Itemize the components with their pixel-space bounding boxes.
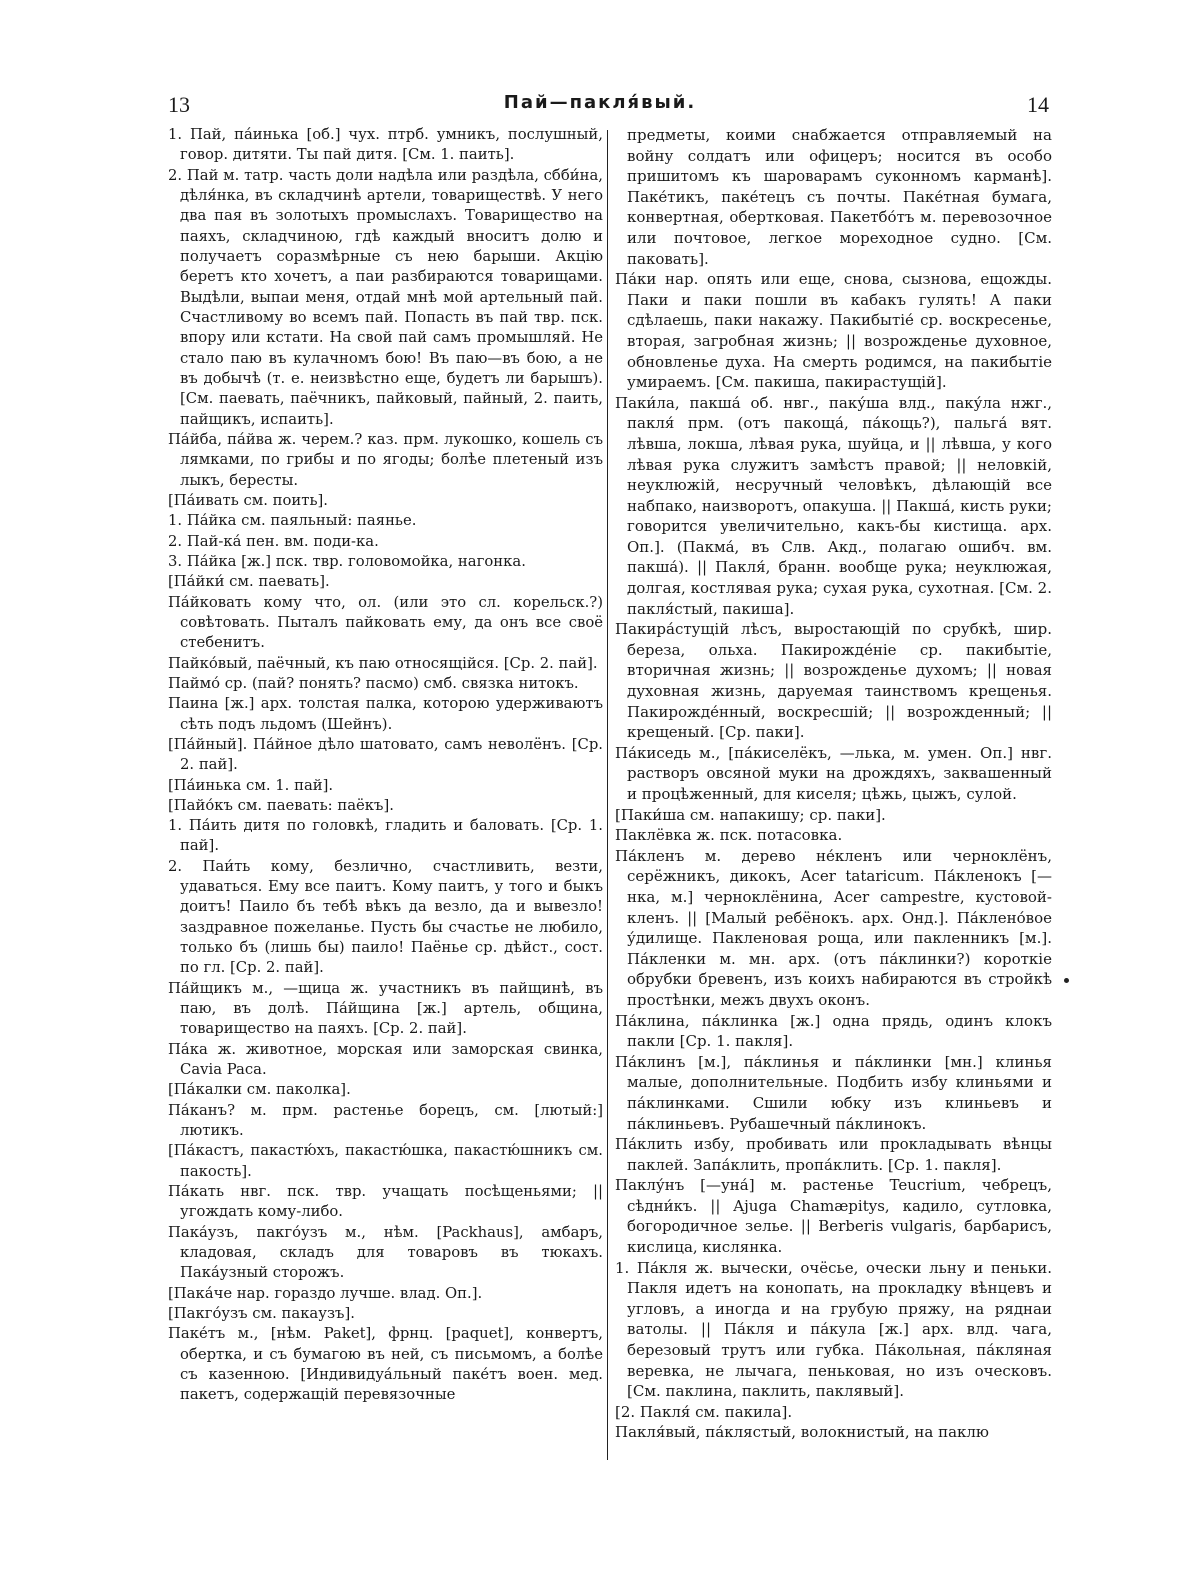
- dictionary-entry: [Па́йки́ см. паевать].: [168, 573, 330, 591]
- dictionary-entry: Па́йба, па́йва ж. черем.? каз. прм. лукошко, кошель съ лямками, по грибы и по ягоды; болѣе плетеный изъ лыкъ, бересты.: [168, 430, 603, 489]
- dictionary-entry: Пака́узъ, пакго́узъ м., нѣм. [Packhaus], амбаръ, кладовая, складъ для товаровъ въ тюкахъ. Пака́узный сторожъ.: [168, 1223, 603, 1282]
- dictionary-entry: 2. Пай-ка́ пен. вм. поди-ка.: [168, 532, 379, 550]
- dictionary-entry: 2. Паи́ть кому, безлично, счастливить, везти, удаваться. Ему все паитъ. Кому паитъ, у того и быкъ доитъ! Паило бъ тебѣ вѣкъ да везло, да и вывезло! заздравное пожеланье. Пусть бы счастье не любило, только бъ (лишь бы) паило! Паёнье ср. дѣйст., сост. по гл. [Ср. 2. пай].: [168, 857, 603, 977]
- dictionary-entry: Паке́тъ м., [нѣм. Paket], фрнц. [paquet], конвертъ, обертка, и съ бумагою въ ней, съ письмомъ, а болѣе съ казенною. [Индивидуа́льный паке́тъ воен. мед. пакетъ, содержащій перевязочные: [168, 1325, 603, 1404]
- page-number-right: 14: [1027, 92, 1049, 117]
- dictionary-entry: 2. Пай м. татр. часть доли надѣла или раздѣла, сбби́на, дѣля́нка, въ складчинѣ артели, товариществѣ. У него два пая въ золотыхъ промыслахъ. Товарищество на паяхъ, складчиною, гдѣ каждый вноситъ долю и получаетъ соразмѣрные съ нею барыши. Акцію беретъ кто хочетъ, а паи разбираются товарищами. Выдѣли, выпаи меня, отдай мнѣ мой артельный пай. Счастливому во всемъ пай. Попасть въ пай твр. пск. впору или кстати. На свой пай самъ промышляй. Не стало паю въ кулачномъ бою! Въ паю—въ бою, а не въ добычѣ (т. е. неизвѣстно еще, будетъ ли барышъ). [См. паевать, паёчникъ, пайковый, пайный, 2. паить, пайщикъ, испаить].: [168, 166, 603, 428]
- column-divider: [607, 130, 608, 1460]
- dictionary-entry: 3. Па́йка [ж.] пск. твр. головомойка, нагонка.: [168, 552, 526, 570]
- dictionary-entry: [Па́кастъ, пакастю́хъ, пакастю́шка, пакастю́шникъ см. пакость].: [168, 1142, 603, 1180]
- dictionary-entry: [Паки́ша см. напакишу; ср. паки].: [615, 805, 886, 824]
- dictionary-entry: 1. Па́ить дитя по головкѣ, гладить и баловать. [Ср. 1. пай].: [168, 817, 603, 855]
- dictionary-entry: Па́йщикъ м., —щица ж. участникъ въ пайщинѣ, въ паю, въ долѣ. Па́йщина [ж.] артель, община, товарищество на паяхъ. [Ср. 2. пай].: [168, 979, 603, 1038]
- running-head: Пай—пакля́вый.: [503, 92, 697, 113]
- dictionary-entry: Пакира́стущій лѣсъ, выростающій по срубкѣ, шир. береза, ольха. Пакирожде́ніе ср. пакибытіе, вторичная жизнь; || возрожденье духомъ; || новая духовная жизнь, даруемая таинствомъ крещенья. Пакирожде́нный, воскресшій; || возрожденный; || крещеный. [Ср. паки].: [615, 620, 1052, 742]
- dictionary-entry: 1. Па́кля ж. вычески, очёсье, очески льну и пеньки. Пакля идетъ на конопать, на прокладку вѣнцевъ и угловъ, а иногда и на грубую пряжу, на ряднаи ватолы. || Па́кля и па́кула [ж.] арх. влд. чага, березовый трутъ или губка. Па́кольная, па́кляная веревка, не лычага, пеньковая, но изъ оческовъ. [См. паклина, паклить, паклявый].: [615, 1258, 1052, 1401]
- dictionary-entry: [Пакго́узъ см. пакаузъ].: [168, 1305, 355, 1323]
- dictionary-entry: Па́кать нвг. пск. твр. учащать посѣщеньями; || угождать кому-либо.: [168, 1183, 603, 1221]
- page-number-left: 13: [168, 92, 190, 117]
- dictionary-entry: Па́ки нар. опять или еще, снова, сызнова, ещожды. Паки и паки пошли въ кабакъ гулять! А паки сдѣлаешь, паки накажу. Пакибытіе́ ср. воскресенье, вторая, загробная жизнь; || возрожденье духовное, обновленье духа. На смерть родимся, на пакибытіе умираемъ. [См. пакиша, пакирастущій].: [615, 270, 1052, 392]
- dictionary-entry: Паклу́нъ [—уна́] м. растенье Teucrium, чебрецъ, сѣдни́къ. || Ajuga Chamæpitys, кадило, сутловка, богородичное зелье. || Berberis vulgaris, барбарисъ, кислица, кислянка.: [615, 1176, 1052, 1257]
- dictionary-entry: 1. Па́йка см. паяльный: паянье.: [168, 512, 417, 530]
- dictionary-entry: [2. Пакля́ см. пакила].: [615, 1402, 793, 1421]
- dictionary-entry: Па́кленъ м. дерево не́кленъ или черноклёнъ, серёжникъ, дикокъ, Acer tataricum. Па́кленокъ [—нка, м.] черноклёнина, Acer campestre, кустовой-кленъ. || [Малый ребёнокъ. арх. Онд.]. Па́клено́вое у́дилище. Пакленовая роща, или пакленникъ [м.]. Па́кленки м. мн. арх. (отъ па́клинки?) короткіе обрубки бревенъ, изъ коихъ набираются въ стройкѣ простѣнки, межъ двухъ оконъ.: [615, 846, 1052, 1009]
- dictionary-entry: Па́клить избу, пробивать или прокладывать вѣнцы паклей. Запа́клить, пропа́клить. [Ср. 1. пакля].: [615, 1135, 1052, 1174]
- dictionary-entry: Паки́ла, пакша́ об. нвг., паку́ша влд., паку́ла нжг., пакля́ прм. (отъ пакоща́, па́кощь?), пальга́ вят. лѣвша, локша, лѣвая рука, шуйца, и || лѣвша, у кого лѣвая рука служитъ замѣстъ правой; || неловкій, неуклюжій, несручный человѣкъ, дѣлающій все набпако, наизворотъ, опакуша. || Пакша́, кисть руки; говорится увеличительно, какъ-бы кистища. арх. Оп.]. (Пакма́, въ Слв. Акд., полагаю ошибч. вм. пакша́). || Пакля́, бранн. вообще рука; неуклюжая, долгая, костлявая рука; сухая рука, сухотная. [См. 2. пакля́стый, пакиша].: [615, 393, 1052, 618]
- dictionary-entry: предметы, коими снабжается отправляемый на войну солдатъ или офицеръ; носится въ особо пришитомъ къ шароварамъ суконномъ карманѣ]. Паке́тикъ, паке́тецъ съ почты. Паке́тная бумага, конвертная, обертковая. Пакетбо́тъ м. перевозочное или почтовое, легкое мореходное судно. [См. паковать].: [627, 126, 1052, 268]
- dictionary-entry: Па́канъ? м. прм. растенье борецъ, см. [лютый:] лютикъ.: [168, 1101, 603, 1140]
- dictionary-entry: 1. Пай, па́инька [об.] чух. птрб. умникъ, послушный, говор. дитяти. Ты пай дитя. [См. 1. паить].: [168, 126, 603, 164]
- dictionary-entry: Паина [ж.] арх. толстая палка, которою удерживаютъ сѣть подъ льдомъ (Шейнъ).: [168, 695, 603, 733]
- dictionary-entry: [Па́калки см. паколка].: [168, 1081, 351, 1099]
- dictionary-entry: Па́киседь м., [па́киселёкъ, —лька, м. умен. Оп.] нвг. растворъ овсяной муки на дрождяхъ, заквашенный и процѣженный, для киселя; цѣжь, цыжъ, сулой.: [615, 743, 1052, 803]
- dictionary-entry: Паклёвка ж. пск. потасовка.: [615, 826, 843, 845]
- dictionary-entry: [Па́инька см. 1. пай].: [168, 776, 334, 794]
- left-column: [168, 125, 603, 1406]
- dictionary-entry: [Па́ивать см. поить].: [168, 491, 329, 509]
- dictionary-entry: Паймо́ ср. (пай? понять? пасмо) смб. связка нитокъ.: [168, 674, 579, 692]
- ink-dot: [1064, 978, 1069, 983]
- dictionary-entry: Пайко́вый, паёчный, къ паю относящійся. [Ср. 2. пай].: [168, 654, 598, 672]
- dictionary-entry: Па́клинъ [м.], па́клинья и па́клинки [мн.] клинья малые, дополнительные. Подбить избу клиньями и па́клинками. Сшили юбку изъ клиньевъ и па́клиньевъ. Рубашечный па́клинокъ.: [615, 1052, 1052, 1133]
- dictionary-entry: [Пака́че нар. гораздо лучше. влад. Оп.].: [168, 1284, 483, 1302]
- dictionary-entry: Пакля́вый, па́клястый, волокнистый, на паклю: [615, 1423, 989, 1442]
- dictionary-entry: [Пайо́къ см. паевать: паёкъ].: [168, 796, 394, 814]
- dictionary-entry: [Па́йный]. Па́йное дѣло шатовато, самъ неволёнъ. [Ср. 2. пай].: [168, 735, 603, 774]
- dictionary-entry: Па́йковать кому что, ол. (или это сл. корельск.?) совѣтовать. Пыталъ пайковать ему, да онъ все своё стебенитъ.: [168, 593, 603, 652]
- dictionary-entry: Па́клина, па́клинка [ж.] одна прядь, одинъ клокъ пакли [Ср. 1. пакля].: [615, 1011, 1052, 1051]
- dictionary-entry: Па́ка ж. животное, морская или заморская свинка, Cavia Paca.: [168, 1040, 603, 1079]
- right-column: [615, 125, 1052, 1443]
